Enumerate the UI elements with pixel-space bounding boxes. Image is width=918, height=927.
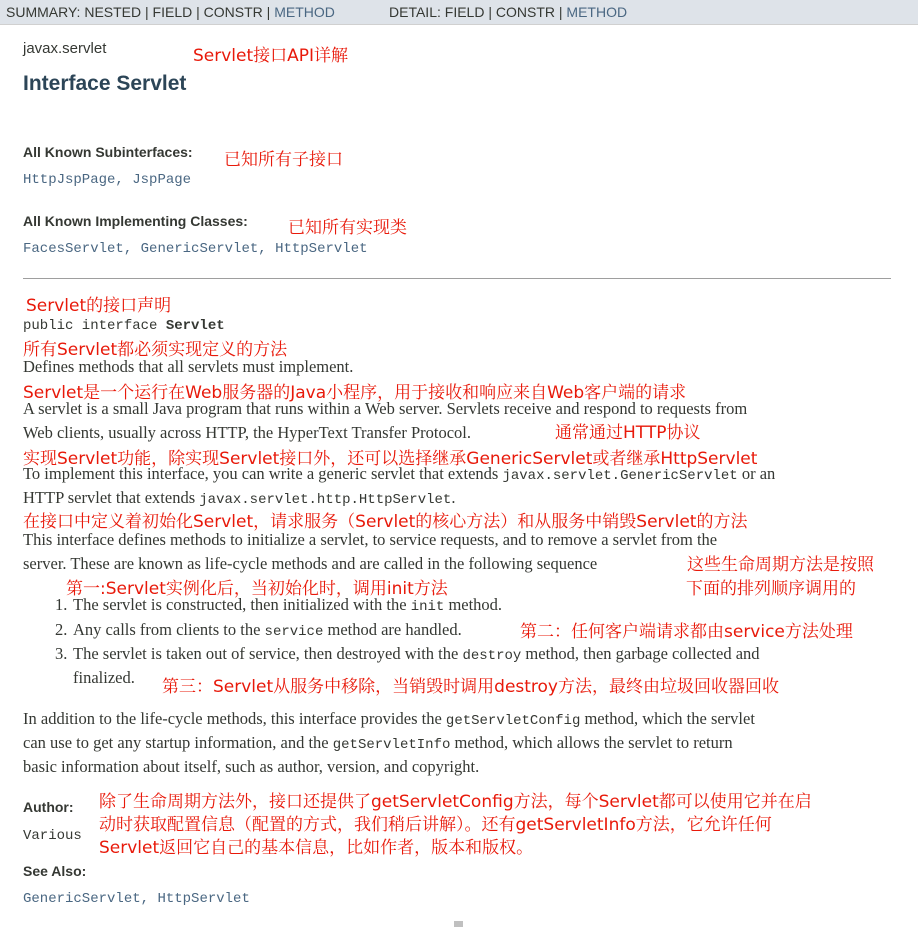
- separator: |: [488, 4, 492, 20]
- see-also-list: [23, 891, 250, 907]
- code-getservletconfig: getServletConfig: [445, 713, 581, 729]
- code-genericservlet: javax.servlet.GenericServlet: [502, 468, 738, 484]
- declaration-name: Servlet: [165, 318, 225, 334]
- list-number: 1.: [55, 595, 68, 614]
- text: HTTP servlet that extends: [23, 488, 196, 507]
- list-item: [73, 620, 462, 640]
- text: can use to get any startup information, and the: [23, 733, 329, 752]
- annotation-order: 下面的排列顺序调用的: [686, 579, 856, 599]
- annotation-implement: 实现Servlet功能，除实现Servlet接口外，还可以选择继承GenericServlet或者继承HttpServlet: [23, 449, 758, 469]
- summary-constr-link[interactable]: CONSTR: [203, 4, 263, 20]
- code-destroy: destroy: [462, 648, 522, 664]
- annotation-step2: 第二：任何客户端请求都由service方法处理: [520, 622, 853, 642]
- detail-field-link[interactable]: FIELD: [444, 4, 485, 20]
- annotation-http: 通常通过HTTP协议: [555, 423, 701, 443]
- desc-p4-line2: server. These are known as life-cycle methods and are called in the following sequence: [23, 554, 598, 573]
- annotation-sequence: 这些生命周期方法是按照: [687, 555, 874, 575]
- link-genericservlet[interactable]: GenericServlet: [23, 891, 141, 907]
- annotation-extra-line2: 动时获取配置信息（配置的方式，我们稍后讲解）。还有getServletInfo方法，它允许任何: [99, 815, 772, 835]
- text: method are handled.: [327, 620, 462, 639]
- subinterfaces-list: [23, 172, 191, 188]
- annotation-extra-line1: 除了生命周期方法外，接口还提供了getServletConfig方法，每个Servlet都可以使用它并在启: [99, 792, 812, 812]
- annotation-servlet-def: Servlet是一个运行在Web服务器的Java小程序，用于接收和响应来自Web客户端的请求: [23, 383, 687, 403]
- separator: |: [145, 4, 149, 20]
- detail-nav: [389, 4, 627, 20]
- sub-navigation-bar: [0, 0, 918, 25]
- separator: |: [196, 4, 200, 20]
- separator: |: [558, 4, 563, 20]
- code-service: service: [264, 624, 324, 640]
- text: .: [451, 488, 456, 507]
- declaration-prefix: public interface: [23, 318, 158, 334]
- implementing-classes-label: All Known Implementing Classes:: [23, 213, 248, 229]
- summary-nested-link[interactable]: NESTED: [84, 4, 142, 20]
- text: method.: [448, 595, 503, 614]
- divider: [23, 278, 891, 279]
- code-init: init: [410, 599, 445, 615]
- link-jsppage[interactable]: JspPage: [132, 172, 192, 188]
- separator: |: [266, 4, 271, 20]
- text: method, then garbage collected and: [525, 644, 760, 663]
- author-label: Author:: [23, 799, 74, 815]
- summary-method-link[interactable]: METHOD: [274, 4, 335, 20]
- code-httpservlet: javax.servlet.http.HttpServlet: [199, 492, 452, 508]
- summary-label: SUMMARY:: [6, 4, 81, 20]
- annotation-extra-line3: Servlet返回它自己的基本信息，比如作者，版本和版权。: [99, 838, 534, 858]
- text: or an: [741, 464, 776, 483]
- annotation-step3: 第三：Servlet从服务中移除，当销毁时调用destroy方法，最终由垃圾回收器回收: [162, 677, 779, 697]
- package-name: javax.servlet: [23, 40, 107, 57]
- text: To implement this interface, you can write a generic servlet that extends: [23, 464, 499, 483]
- desc-p4-line1: This interface defines methods to initialize a servlet, to service requests, and to remove a servlet from the: [23, 530, 718, 549]
- detail-method-link[interactable]: METHOD: [566, 4, 628, 20]
- desc-p3-line2: [23, 488, 455, 508]
- link-httpservlet[interactable]: HttpServlet: [157, 891, 250, 907]
- text: The servlet is taken out of service, then destroyed with the: [73, 644, 459, 663]
- code-getservletinfo: getServletInfo: [332, 737, 451, 753]
- annotation-lifecycle: 在接口中定义着初始化Servlet，请求服务（Servlet的核心方法）和从服务中销毁Servlet的方法: [23, 512, 748, 532]
- list-separator: ,: [258, 241, 276, 257]
- annotation-api-detail: Servlet接口API详解: [193, 46, 349, 66]
- desc-p5-line3: basic information about itself, such as author, version, and copyright.: [23, 757, 480, 776]
- text: Any calls from clients to the: [73, 620, 261, 639]
- desc-p5-line1: [23, 709, 755, 729]
- annotation-declaration: Servlet的接口声明: [26, 296, 172, 316]
- implementing-classes-list: [23, 241, 368, 257]
- list-item-continuation: finalized.: [73, 668, 135, 687]
- page-title: Interface Servlet: [23, 72, 187, 95]
- detail-label: DETAIL:: [389, 4, 441, 20]
- summary-field-link[interactable]: FIELD: [152, 4, 193, 20]
- text: The servlet is constructed, then initialized with the: [73, 595, 407, 614]
- summary-nav: [6, 4, 335, 20]
- see-also-label: See Also:: [23, 863, 87, 879]
- annotation-methods: 所有Servlet都必须实现定义的方法: [23, 340, 288, 360]
- annotation-subinterfaces: 已知所有子接口: [224, 150, 343, 170]
- interface-declaration: [23, 318, 225, 334]
- link-httpservlet[interactable]: HttpServlet: [275, 241, 368, 257]
- annotation-step1: 第一:Servlet实例化后，当初始化时，调用init方法: [66, 579, 448, 599]
- text: method, which allows the servlet to return: [454, 733, 733, 752]
- author-value: Various: [23, 828, 82, 844]
- list-separator: ,: [115, 172, 133, 188]
- list-number: 2.: [55, 620, 68, 639]
- text: method, which the servlet: [584, 709, 755, 728]
- text: In addition to the life-cycle methods, this interface provides the: [23, 709, 442, 728]
- list-number: 3.: [55, 644, 68, 663]
- link-httpjsppage[interactable]: HttpJspPage: [23, 172, 116, 188]
- detail-constr-link[interactable]: CONSTR: [495, 4, 555, 20]
- list-separator: ,: [123, 241, 141, 257]
- desc-p1: Defines methods that all servlets must implement.: [23, 357, 354, 376]
- list-item: [73, 644, 760, 664]
- link-facesservlet[interactable]: FacesServlet: [23, 241, 124, 257]
- desc-p2-line1: A servlet is a small Java program that runs within a Web server. Servlets receive and respond to requests from: [23, 399, 748, 418]
- link-genericservlet[interactable]: GenericServlet: [140, 241, 259, 257]
- subinterfaces-label: All Known Subinterfaces:: [23, 144, 193, 160]
- annotation-implementing: 已知所有实现类: [288, 218, 407, 238]
- scrollbar-thumb[interactable]: [454, 921, 463, 927]
- list-separator: ,: [140, 891, 158, 907]
- desc-p5-line2: [23, 733, 733, 753]
- desc-p2-line2: Web clients, usually across HTTP, the HyperText Transfer Protocol.: [23, 423, 471, 442]
